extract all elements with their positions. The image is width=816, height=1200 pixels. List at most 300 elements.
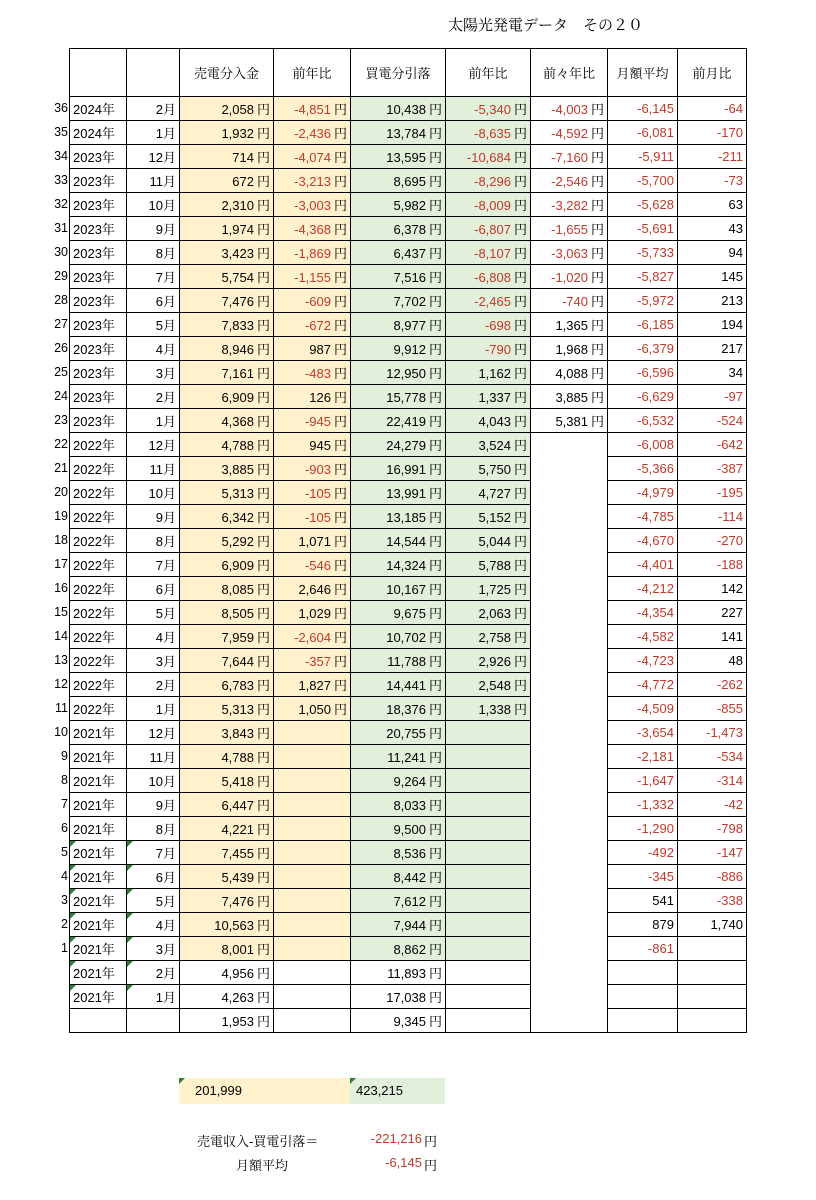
cell-year bbox=[70, 409, 127, 433]
cell-year bbox=[70, 913, 127, 937]
cell-sell-yoy bbox=[274, 577, 351, 601]
cell-monthly-average-value: -4,723 bbox=[637, 653, 674, 668]
cell-buy-charge-value: 9,500 bbox=[393, 822, 426, 837]
cell-buy-two-year bbox=[531, 289, 608, 313]
row-number: 3 bbox=[61, 893, 68, 907]
cell-month-value: 1月 bbox=[155, 414, 176, 429]
row-number: 30 bbox=[54, 245, 68, 259]
unit-label: 円 bbox=[333, 342, 347, 357]
cell-month bbox=[127, 217, 180, 241]
cell-sell-income bbox=[180, 193, 274, 217]
unit-label: 円 bbox=[428, 318, 442, 333]
unit-label: 円 bbox=[428, 246, 442, 261]
unit-label: 円 bbox=[256, 582, 270, 597]
cell-sell-yoy bbox=[274, 865, 351, 889]
cell-monthly-average-value: -3,654 bbox=[637, 725, 674, 740]
row-number: 36 bbox=[54, 101, 68, 115]
cell-month bbox=[127, 937, 180, 961]
unit-label: 円 bbox=[428, 414, 442, 429]
cell-month-value: 3月 bbox=[155, 942, 176, 957]
table-row bbox=[70, 241, 747, 265]
cell-buy-yoy-value: 1,725 bbox=[478, 582, 511, 597]
cell-sell-income-value: 5,313 bbox=[221, 486, 254, 501]
cell-month-over-month-value: -64 bbox=[724, 101, 743, 116]
row-number: 32 bbox=[54, 197, 68, 211]
cell-sell-yoy bbox=[274, 649, 351, 673]
cell-buy-charge-value: 8,536 bbox=[393, 846, 426, 861]
cell-buy-two-year bbox=[531, 529, 608, 553]
cell-buy-charge bbox=[351, 145, 446, 169]
cell-sell-income bbox=[180, 865, 274, 889]
cell-buy-charge bbox=[351, 697, 446, 721]
unit-label: 円 bbox=[428, 654, 442, 669]
cell-sell-income-value: 4,956 bbox=[221, 966, 254, 981]
cell-sell-income bbox=[180, 577, 274, 601]
cell-month bbox=[127, 913, 180, 937]
cell-month-over-month-value: -338 bbox=[716, 893, 743, 908]
row-number: 22 bbox=[54, 437, 68, 451]
cell-buy-two-year-value: 1,968 bbox=[555, 342, 588, 357]
cell-year-value: 2023年 bbox=[73, 414, 115, 429]
calc-unit-average: 円 bbox=[424, 1158, 438, 1173]
cell-year bbox=[70, 529, 127, 553]
unit-label: 円 bbox=[513, 486, 527, 501]
cell-month-over-month bbox=[678, 745, 747, 769]
cell-month-over-month-value: -798 bbox=[716, 821, 743, 836]
row-number bbox=[40, 984, 68, 1008]
cell-sell-yoy bbox=[274, 961, 351, 985]
header-year bbox=[70, 49, 127, 97]
row-number: 17 bbox=[54, 557, 68, 571]
cell-buy-charge bbox=[351, 673, 446, 697]
cell-monthly-average bbox=[608, 433, 678, 457]
header-month-over-month: 前月比 bbox=[678, 49, 747, 97]
cell-year-value: 2023年 bbox=[73, 270, 115, 285]
cell-buy-charge bbox=[351, 433, 446, 457]
cell-month bbox=[127, 673, 180, 697]
unit-label: 円 bbox=[428, 438, 442, 453]
row-number: 34 bbox=[54, 149, 68, 163]
cell-buy-charge-value: 8,862 bbox=[393, 942, 426, 957]
cell-month-over-month-value: -114 bbox=[717, 509, 743, 524]
unit-label: 円 bbox=[513, 270, 527, 285]
cell-buy-yoy bbox=[446, 241, 531, 265]
cell-monthly-average-value: -6,185 bbox=[637, 317, 674, 332]
cell-buy-charge bbox=[351, 457, 446, 481]
unit-label: 円 bbox=[513, 702, 527, 717]
cell-month-over-month bbox=[678, 409, 747, 433]
table-row bbox=[70, 841, 747, 865]
cell-buy-two-year bbox=[531, 337, 608, 361]
cell-monthly-average-value: -5,366 bbox=[637, 461, 674, 476]
unit-label: 円 bbox=[428, 102, 442, 117]
cell-sell-yoy bbox=[274, 793, 351, 817]
table-row bbox=[70, 937, 747, 961]
cell-monthly-average-value: -1,290 bbox=[637, 821, 674, 836]
cell-month-over-month bbox=[678, 913, 747, 937]
cell-buy-yoy bbox=[446, 433, 531, 457]
table-row bbox=[70, 625, 747, 649]
cell-month-over-month-value: 213 bbox=[721, 293, 743, 308]
cell-buy-charge bbox=[351, 409, 446, 433]
unit-label: 円 bbox=[256, 318, 270, 333]
cell-monthly-average bbox=[608, 577, 678, 601]
cell-year-value: 2022年 bbox=[73, 702, 115, 717]
cell-monthly-average bbox=[608, 673, 678, 697]
unit-label: 円 bbox=[333, 582, 347, 597]
cell-month-over-month bbox=[678, 361, 747, 385]
cell-buy-yoy-value: -8,107 bbox=[474, 246, 511, 261]
table-row bbox=[70, 961, 747, 985]
unit-label: 円 bbox=[256, 102, 270, 117]
header-buy-two-year: 前々年比 bbox=[531, 49, 608, 97]
cell-month bbox=[127, 985, 180, 1009]
cell-buy-two-year bbox=[531, 649, 608, 673]
cell-month-over-month bbox=[678, 481, 747, 505]
cell-year bbox=[70, 1009, 127, 1033]
cell-buy-yoy bbox=[446, 577, 531, 601]
cell-sell-income bbox=[180, 217, 274, 241]
cell-buy-yoy bbox=[446, 649, 531, 673]
total-buy-value: 423,215 bbox=[356, 1083, 403, 1098]
cell-month-value: 7月 bbox=[155, 558, 176, 573]
unit-label: 円 bbox=[333, 318, 347, 333]
cell-buy-two-year bbox=[531, 985, 608, 1009]
cell-buy-charge-value: 8,695 bbox=[393, 174, 426, 189]
cell-sell-yoy-value: -609 bbox=[304, 294, 331, 309]
cell-buy-charge-value: 11,241 bbox=[387, 750, 426, 765]
cell-month-over-month bbox=[678, 241, 747, 265]
cell-buy-two-year-value: -740 bbox=[561, 294, 588, 309]
unit-label: 円 bbox=[428, 870, 442, 885]
unit-label: 円 bbox=[256, 510, 270, 525]
cell-month-over-month bbox=[678, 889, 747, 913]
cell-buy-charge-value: 13,784 bbox=[386, 126, 426, 141]
cell-buy-two-year-value: -1,020 bbox=[551, 270, 588, 285]
cell-sell-yoy bbox=[274, 985, 351, 1009]
cell-sell-yoy-value: 1,827 bbox=[298, 678, 331, 693]
cell-buy-yoy bbox=[446, 289, 531, 313]
cell-month bbox=[127, 241, 180, 265]
cell-sell-yoy bbox=[274, 937, 351, 961]
cell-sell-income bbox=[180, 745, 274, 769]
unit-label: 円 bbox=[333, 558, 347, 573]
cell-buy-charge-value: 17,038 bbox=[386, 990, 426, 1005]
cell-month bbox=[127, 313, 180, 337]
cell-buy-yoy-value: 4,727 bbox=[478, 486, 511, 501]
cell-buy-yoy bbox=[446, 721, 531, 745]
cell-buy-yoy bbox=[446, 793, 531, 817]
cell-buy-two-year bbox=[531, 433, 608, 457]
cell-sell-yoy bbox=[274, 697, 351, 721]
cell-buy-yoy-value: -8,296 bbox=[474, 174, 511, 189]
cell-buy-two-year bbox=[531, 505, 608, 529]
cell-sell-yoy-value: 126 bbox=[309, 390, 331, 405]
cell-sell-yoy-value: -4,368 bbox=[294, 222, 331, 237]
cell-year-value: 2023年 bbox=[73, 366, 115, 381]
cell-monthly-average-value: -6,379 bbox=[637, 341, 674, 356]
cell-month-over-month-value: -534 bbox=[716, 749, 743, 764]
cell-month-over-month-value: 34 bbox=[728, 365, 743, 380]
total-sell-value: 201,999 bbox=[195, 1083, 242, 1098]
unit-label: 円 bbox=[333, 390, 347, 405]
cell-year-value: 2023年 bbox=[73, 294, 115, 309]
cell-sell-yoy bbox=[274, 97, 351, 121]
row-number: 26 bbox=[54, 341, 68, 355]
cell-sell-yoy bbox=[274, 337, 351, 361]
cell-sell-income bbox=[180, 841, 274, 865]
cell-monthly-average bbox=[608, 889, 678, 913]
cell-month-value: 11月 bbox=[149, 462, 176, 477]
cell-month-value: 9月 bbox=[155, 510, 176, 525]
cell-month-over-month bbox=[678, 145, 747, 169]
cell-month-over-month-value: 142 bbox=[721, 581, 743, 596]
cell-month-value: 6月 bbox=[155, 870, 176, 885]
table-row bbox=[70, 457, 747, 481]
unit-label: 円 bbox=[428, 294, 442, 309]
cell-buy-yoy bbox=[446, 529, 531, 553]
cell-sell-income bbox=[180, 889, 274, 913]
cell-buy-two-year bbox=[531, 409, 608, 433]
cell-monthly-average-value: -5,733 bbox=[637, 245, 674, 260]
cell-buy-two-year-value: -1,655 bbox=[551, 222, 588, 237]
table-row bbox=[70, 769, 747, 793]
cell-month-value: 1月 bbox=[155, 702, 176, 717]
cell-sell-yoy bbox=[274, 769, 351, 793]
cell-sell-income-value: 1,932 bbox=[221, 126, 254, 141]
table-row bbox=[70, 649, 747, 673]
cell-sell-income-value: 4,368 bbox=[221, 414, 254, 429]
cell-year-value: 2022年 bbox=[73, 558, 115, 573]
unit-label: 円 bbox=[428, 894, 442, 909]
unit-label: 円 bbox=[333, 630, 347, 645]
cell-month bbox=[127, 361, 180, 385]
cell-month-over-month bbox=[678, 865, 747, 889]
cell-month-value: 8月 bbox=[155, 246, 176, 261]
cell-monthly-average bbox=[608, 553, 678, 577]
cell-year-value: 2023年 bbox=[73, 246, 115, 261]
cell-buy-charge bbox=[351, 577, 446, 601]
cell-month-over-month bbox=[678, 577, 747, 601]
cell-year bbox=[70, 745, 127, 769]
cell-buy-charge-value: 13,991 bbox=[386, 486, 426, 501]
cell-year-value: 2021年 bbox=[73, 966, 115, 981]
cell-sell-yoy bbox=[274, 289, 351, 313]
cell-sell-income bbox=[180, 241, 274, 265]
cell-monthly-average bbox=[608, 97, 678, 121]
row-number: 24 bbox=[54, 389, 68, 403]
cell-buy-charge bbox=[351, 601, 446, 625]
header-month bbox=[127, 49, 180, 97]
cell-buy-two-year bbox=[531, 913, 608, 937]
cell-year bbox=[70, 337, 127, 361]
cell-sell-yoy bbox=[274, 817, 351, 841]
cell-month-over-month-value: -73 bbox=[724, 173, 743, 188]
cell-year bbox=[70, 193, 127, 217]
cell-sell-income-value: 4,788 bbox=[221, 750, 254, 765]
cell-buy-charge bbox=[351, 97, 446, 121]
cell-year bbox=[70, 505, 127, 529]
cell-year bbox=[70, 241, 127, 265]
cell-sell-income bbox=[180, 313, 274, 337]
cell-monthly-average bbox=[608, 529, 678, 553]
cell-monthly-average bbox=[608, 337, 678, 361]
cell-buy-charge bbox=[351, 817, 446, 841]
cell-monthly-average-value: -6,596 bbox=[637, 365, 674, 380]
cell-year-value: 2022年 bbox=[73, 462, 115, 477]
cell-sell-income bbox=[180, 481, 274, 505]
cell-month bbox=[127, 745, 180, 769]
cell-buy-charge bbox=[351, 265, 446, 289]
cell-month-over-month-value: -886 bbox=[716, 869, 743, 884]
cell-year bbox=[70, 313, 127, 337]
cell-year bbox=[70, 817, 127, 841]
cell-buy-charge bbox=[351, 169, 446, 193]
cell-month bbox=[127, 769, 180, 793]
cell-year-value: 2021年 bbox=[73, 870, 115, 885]
calc-label-average: 月額平均 bbox=[236, 1158, 289, 1173]
cell-month-value: 4月 bbox=[155, 630, 176, 645]
unit-label: 円 bbox=[513, 102, 527, 117]
cell-buy-charge-value: 7,944 bbox=[393, 918, 426, 933]
cell-buy-charge bbox=[351, 985, 446, 1009]
cell-buy-yoy-value: 5,152 bbox=[478, 510, 511, 525]
unit-label: 円 bbox=[428, 822, 442, 837]
cell-monthly-average-value: -5,911 bbox=[638, 149, 674, 164]
unit-label: 円 bbox=[333, 102, 347, 117]
unit-label: 円 bbox=[256, 894, 270, 909]
cell-month-value: 5月 bbox=[155, 606, 176, 621]
cell-year-value: 2023年 bbox=[73, 390, 115, 405]
cell-buy-charge bbox=[351, 241, 446, 265]
cell-buy-charge-value: 24,279 bbox=[386, 438, 426, 453]
cell-month-over-month bbox=[678, 193, 747, 217]
cell-sell-income-value: 7,644 bbox=[221, 654, 254, 669]
cell-buy-charge-value: 7,702 bbox=[393, 294, 426, 309]
row-number-column bbox=[40, 96, 68, 1032]
unit-label: 円 bbox=[333, 606, 347, 621]
cell-buy-yoy-value: 2,063 bbox=[478, 606, 511, 621]
cell-month-over-month bbox=[678, 457, 747, 481]
cell-monthly-average bbox=[608, 121, 678, 145]
cell-sell-income-value: 7,455 bbox=[221, 846, 254, 861]
table-row bbox=[70, 409, 747, 433]
cell-buy-charge-value: 6,437 bbox=[393, 246, 426, 261]
cell-buy-charge-value: 5,982 bbox=[393, 198, 426, 213]
cell-buy-yoy bbox=[446, 337, 531, 361]
table-row bbox=[70, 745, 747, 769]
cell-year bbox=[70, 553, 127, 577]
cell-sell-income bbox=[180, 625, 274, 649]
cell-sell-yoy bbox=[274, 193, 351, 217]
cell-buy-yoy bbox=[446, 121, 531, 145]
cell-month-over-month bbox=[678, 1009, 747, 1033]
cell-month-value: 12月 bbox=[148, 150, 176, 165]
cell-month bbox=[127, 337, 180, 361]
unit-label: 円 bbox=[256, 1014, 270, 1029]
unit-label: 円 bbox=[333, 534, 347, 549]
cell-buy-charge-value: 12,950 bbox=[386, 366, 426, 381]
cell-year bbox=[70, 97, 127, 121]
table-row bbox=[70, 577, 747, 601]
cell-buy-charge-value: 8,977 bbox=[393, 318, 426, 333]
cell-sell-yoy-value: 2,646 bbox=[298, 582, 331, 597]
cell-year bbox=[70, 625, 127, 649]
unit-label: 円 bbox=[428, 942, 442, 957]
cell-sell-yoy bbox=[274, 241, 351, 265]
cell-month bbox=[127, 145, 180, 169]
unit-label: 円 bbox=[256, 534, 270, 549]
unit-label: 円 bbox=[428, 798, 442, 813]
cell-month-over-month bbox=[678, 937, 747, 961]
cell-sell-yoy-value: 1,050 bbox=[298, 702, 331, 717]
unit-label: 円 bbox=[513, 510, 527, 525]
cell-month-over-month-value: -97 bbox=[724, 389, 743, 404]
cell-sell-income-value: 3,885 bbox=[221, 462, 254, 477]
unit-label: 円 bbox=[256, 438, 270, 453]
header-sell-yoy: 前年比 bbox=[274, 49, 351, 97]
cell-sell-yoy bbox=[274, 121, 351, 145]
cell-sell-income bbox=[180, 385, 274, 409]
cell-monthly-average bbox=[608, 481, 678, 505]
cell-sell-yoy bbox=[274, 265, 351, 289]
cell-buy-two-year bbox=[531, 241, 608, 265]
cell-year bbox=[70, 265, 127, 289]
table-row bbox=[70, 97, 747, 121]
table-row bbox=[70, 721, 747, 745]
page-title: 太陽光発電データ その２０ bbox=[448, 17, 644, 34]
table-row bbox=[70, 289, 747, 313]
cell-month-value: 1月 bbox=[155, 990, 176, 1005]
cell-month bbox=[127, 1009, 180, 1033]
cell-year-value: 2021年 bbox=[73, 846, 115, 861]
unit-label: 円 bbox=[428, 366, 442, 381]
cell-buy-two-year-value: 1,365 bbox=[555, 318, 588, 333]
table-row bbox=[70, 889, 747, 913]
cell-buy-yoy bbox=[446, 769, 531, 793]
row-number: 15 bbox=[54, 605, 68, 619]
table-row bbox=[70, 433, 747, 457]
cell-month-over-month bbox=[678, 313, 747, 337]
cell-year bbox=[70, 457, 127, 481]
cell-month-over-month-value: -270 bbox=[716, 533, 743, 548]
unit-label: 円 bbox=[333, 510, 347, 525]
cell-sell-yoy-value: -483 bbox=[304, 366, 331, 381]
cell-monthly-average-value: -6,145 bbox=[637, 101, 674, 116]
cell-month-value: 5月 bbox=[155, 894, 176, 909]
cell-year bbox=[70, 841, 127, 865]
cell-buy-charge-value: 22,419 bbox=[386, 414, 426, 429]
cell-buy-charge bbox=[351, 625, 446, 649]
cell-buy-two-year bbox=[531, 457, 608, 481]
unit-label: 円 bbox=[428, 678, 442, 693]
calc-value-diff: -221,216 bbox=[370, 1131, 422, 1146]
cell-year bbox=[70, 889, 127, 913]
cell-buy-yoy bbox=[446, 385, 531, 409]
cell-monthly-average bbox=[608, 169, 678, 193]
cell-monthly-average-value: -492 bbox=[647, 845, 674, 860]
cell-sell-yoy-value: -3,003 bbox=[294, 198, 331, 213]
cell-buy-two-year-value: 4,088 bbox=[555, 366, 588, 381]
unit-label: 円 bbox=[428, 534, 442, 549]
unit-label: 円 bbox=[333, 438, 347, 453]
cell-month bbox=[127, 961, 180, 985]
cell-sell-yoy bbox=[274, 481, 351, 505]
header-buy-charge: 買電分引落 bbox=[351, 49, 446, 97]
cell-month-value: 2月 bbox=[155, 678, 176, 693]
cell-year bbox=[70, 961, 127, 985]
cell-year-value: 2021年 bbox=[73, 822, 115, 837]
